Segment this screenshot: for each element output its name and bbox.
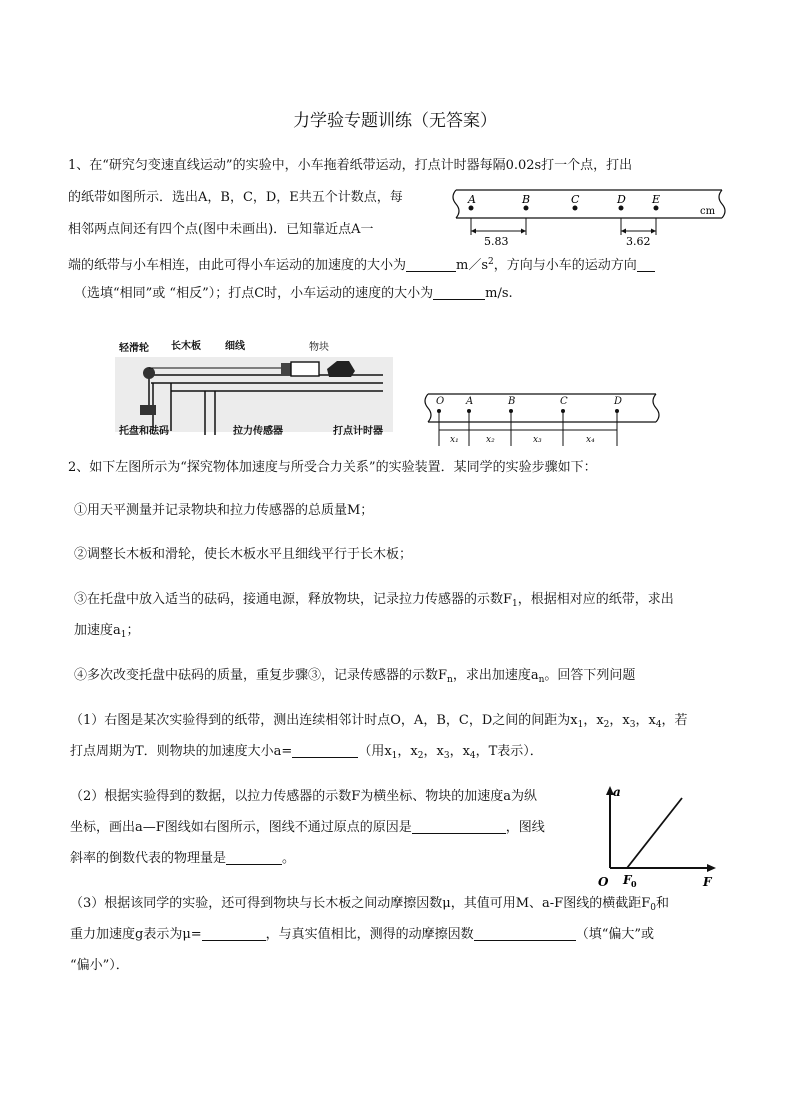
tape2-label-c: C	[560, 396, 568, 407]
tape2-label-d: D	[614, 396, 623, 407]
tape-unit: cm	[700, 206, 716, 217]
sub-1: 1	[577, 720, 584, 730]
tape-figure-2	[422, 390, 662, 448]
sub-2: 2	[417, 751, 424, 761]
step3-text2: ，根据相对应的纸带，求出	[517, 592, 674, 607]
tape-label-a: A	[468, 193, 476, 206]
tape2-x4: x₄	[586, 435, 595, 445]
tape2-x2: x₂	[486, 435, 495, 445]
weight-pan	[140, 405, 156, 415]
tape-dot-b	[524, 206, 529, 211]
tape-dot-e	[654, 206, 659, 211]
tape-d2: 3.62	[626, 235, 651, 248]
p3-text3: ，与真实值相比，测得的动摩擦因数	[265, 927, 474, 942]
label-timer: 打点计时器	[333, 426, 383, 437]
accel-formula-blank[interactable]	[292, 743, 358, 758]
q1-line4-text: 端的纸带与小车相连，由此可得小车运动的加速度的大小为	[68, 258, 407, 273]
a-f-graph	[590, 780, 720, 888]
label-string: 细线	[225, 341, 245, 352]
q2-part2-line1: （2）根据实验得到的数据，以拉力传感器的示数F为横坐标、物块的加速度a为纵	[70, 789, 538, 804]
q2-step4	[74, 666, 635, 690]
label-sensor: 拉力传感器	[233, 426, 283, 437]
p1-using-x4: ，x	[449, 744, 470, 759]
p3-text2: 重力加速度g表示为μ=	[70, 927, 202, 942]
p1-x3: ，x	[609, 713, 630, 728]
q1-line3: 相邻两点间还有四个点(图中未画出)．已知靠近点A一	[68, 222, 374, 237]
graph-ylabel: a	[613, 785, 621, 799]
block-body	[291, 362, 319, 376]
sub-3: 3	[443, 751, 450, 761]
p1-using-x3: ，x	[423, 744, 444, 759]
q2-step3	[74, 590, 674, 614]
tape2-label-o: O	[436, 396, 445, 407]
unit-ms: m/s.	[485, 286, 513, 301]
apparatus-figure	[113, 335, 399, 440]
p2-text2: ，图线	[505, 820, 545, 835]
sub-n: n	[538, 675, 545, 685]
q2-step2: ②调整长木板和滑轮，使长木板水平且细线平行于长木板；	[74, 547, 413, 562]
q1-line4	[68, 252, 655, 276]
sub-1: 1	[120, 630, 127, 640]
sub-2: 2	[603, 720, 610, 730]
label-pulley: 轻滑轮	[119, 343, 149, 354]
q1-line5-text: （选填“相同”或 “相反”）；打点C时，小车运动的速度的大小为	[74, 286, 434, 301]
q2-step1: ①用天平测量并记录物块和拉力传感器的总质量M；	[74, 503, 374, 518]
tape-label-b: B	[522, 193, 531, 206]
tape-d1: 5.83	[484, 235, 509, 248]
unit-ms2: m／s	[456, 258, 489, 273]
q2-part1-line2	[70, 742, 543, 766]
sub-4: 4	[655, 720, 662, 730]
label-pan: 托盘和砝码	[119, 426, 169, 437]
q2-part1-line1	[70, 711, 688, 735]
sub-n: n	[447, 675, 453, 685]
direction-blank[interactable]	[637, 257, 655, 272]
p1-using-x2: ，x	[397, 744, 418, 759]
page-title: 力学验专题训练（无答案）	[293, 111, 497, 131]
sub-0: 0	[650, 903, 656, 913]
q1-line5	[74, 284, 513, 304]
tape-label-e: E	[652, 193, 661, 206]
graph-intercept-sub: 0	[631, 879, 637, 888]
sup-2: 2	[488, 257, 494, 267]
p3-fill: （填“偏大”或	[575, 927, 654, 942]
step4-text2: ，求出加速度a	[452, 668, 539, 683]
tape2-label-a: A	[466, 396, 474, 407]
graph-intercept: F	[623, 873, 632, 887]
slope-blank[interactable]	[226, 850, 282, 865]
step3-accel: 加速度a	[74, 623, 121, 638]
sub-4: 4	[469, 751, 476, 761]
reason-blank[interactable]	[412, 819, 506, 834]
tape-label-d: D	[617, 193, 626, 206]
q2-step3-cont: 加速度$a_1$；	[74, 623, 140, 640]
q2-part3-line3: “偏小”）．	[70, 958, 129, 973]
p3-and: 和	[655, 896, 669, 911]
tape-label-c: C	[571, 193, 580, 206]
q1-line1: 1、在“研究匀变速直线运动”的实验中，小车拖着纸带运动，打点计时器每隔0.02s打一个点，打出	[68, 158, 633, 173]
tape-dot-a	[469, 206, 474, 211]
label-block: 物块	[309, 342, 329, 353]
velocity-blank[interactable]	[433, 285, 485, 300]
tape-figure-1	[446, 185, 732, 251]
bias-blank[interactable]	[474, 926, 576, 941]
q1-line4-dir: ，方向与小车的运动方向	[493, 258, 637, 273]
q2-part2-line2	[70, 818, 545, 838]
label-board: 长木板	[171, 341, 201, 352]
acceleration-blank[interactable]	[406, 257, 456, 272]
p2-text: 坐标，画出a—F图线如右图所示，图线不通过原点的原因是	[70, 820, 412, 835]
p1-x2: ，x	[583, 713, 604, 728]
sub-3: 3	[629, 720, 636, 730]
q2-intro: 2、如下左图所示为“探究物体加速度与所受合力关系”的实验装置．某同学的实验步骤如下：	[68, 460, 597, 475]
pulley-wheel	[143, 367, 155, 379]
q1-line2: 的纸带如图所示．选出A，B，C，D，E共五个计数点，每	[68, 190, 403, 205]
tape-dot-d	[619, 206, 624, 211]
step3-text: ③在托盘中放入适当的砝码，接通电源，释放物块，记录拉力传感器的示数F	[74, 592, 513, 607]
graph-origin: O	[598, 875, 609, 888]
tape2-x1: x₁	[450, 435, 459, 445]
p2-end: 。	[282, 851, 296, 866]
sub-1: 1	[512, 599, 518, 609]
p1-using-end: ，T表示）．	[475, 744, 543, 759]
mu-blank[interactable]	[202, 926, 266, 941]
q2-part2-line3	[70, 849, 295, 869]
tape-dot-c	[573, 206, 578, 211]
step4-text3: 。回答下列问题	[544, 668, 636, 683]
graph-line	[627, 798, 682, 868]
p3-text: （3）根据该同学的实验，还可得到物块与长木板之间动摩擦因数μ，其值可用M、a-F图线的横截距F	[70, 896, 651, 911]
sensor-block	[281, 363, 291, 375]
p1-end: ，若	[661, 713, 688, 728]
step4-text: ④多次改变托盘中砝码的质量，重复步骤③，记录传感器的示数F	[74, 668, 448, 683]
tape2-label-b: B	[508, 396, 516, 407]
p1-period: 打点周期为T．则物块的加速度大小a=	[70, 744, 293, 759]
p1-x4: ，x	[635, 713, 656, 728]
p1-text: （1）右图是某次实验得到的纸带，测出连续相邻计时点O，A，B，C，D之间的间距为x	[70, 713, 578, 728]
graph-xlabel: F	[703, 875, 712, 888]
sub-1: 1	[391, 751, 398, 761]
p2-text3: 斜率的倒数代表的物理量是	[70, 851, 227, 866]
q2-part3-line2	[70, 925, 654, 945]
tape2-x3: x₃	[533, 435, 542, 445]
p1-using: （用x	[358, 744, 392, 759]
q2-part3-line1	[70, 894, 669, 918]
